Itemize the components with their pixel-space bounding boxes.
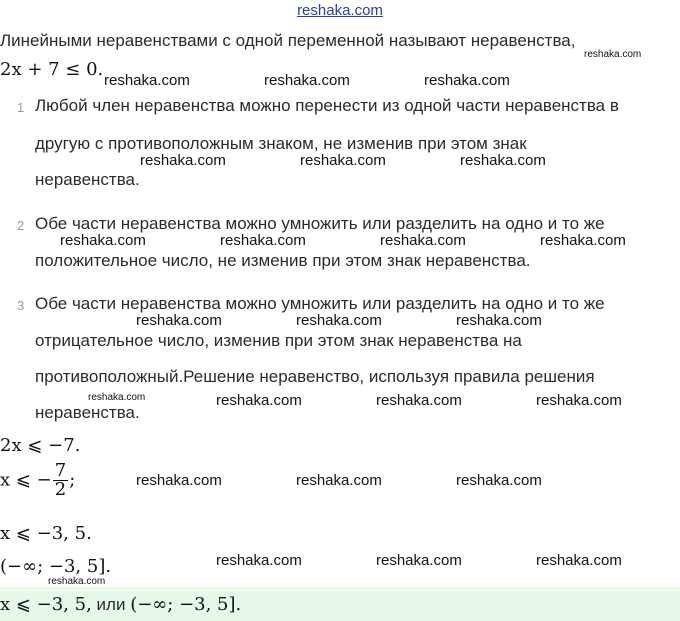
watermark-text: reshaka.com xyxy=(456,312,542,329)
watermark-text: reshaka.com xyxy=(540,232,626,249)
watermark-text: reshaka.com xyxy=(380,232,466,249)
watermark-top-link[interactable]: reshaka.com xyxy=(297,2,383,19)
answer-interval: (−∞; −3, 5]. xyxy=(130,594,242,615)
watermark-text: reshaka.com xyxy=(296,312,382,329)
watermark-text: reshaka.com xyxy=(216,552,302,569)
rule-number: 2 xyxy=(17,218,25,233)
watermark-text: reshaka.com xyxy=(48,576,106,587)
watermark-text: reshaka.com xyxy=(536,392,622,409)
answer-line xyxy=(0,594,241,615)
rule-3-line-4: неравенства. xyxy=(35,403,140,422)
rule-3-line-2: отрицательное число, изменив при этом знак неравенства на xyxy=(35,331,522,350)
watermark-text: reshaka.com xyxy=(216,392,302,409)
watermark-text: reshaka.com xyxy=(136,472,222,489)
rule-3-line-1: Обе части неравенства можно умножить или разделить на одно и то же xyxy=(35,294,605,313)
watermark-text: reshaka.com xyxy=(264,72,350,89)
watermark-text: reshaka.com xyxy=(300,152,386,169)
watermark-text: reshaka.com xyxy=(376,392,462,409)
watermark-text: reshaka.com xyxy=(220,232,306,249)
watermark-text: reshaka.com xyxy=(88,392,146,403)
rule-number: 3 xyxy=(17,298,25,313)
solution-step-4: (−∞; −3, 5]. xyxy=(0,556,112,577)
answer-inequality: x ⩽ −3, 5, xyxy=(0,594,92,615)
watermark-text: reshaka.com xyxy=(584,49,642,60)
intro-text: Линейными неравенствами с одной переменной называют неравенства, xyxy=(0,31,576,50)
rule-1-line-1: Любой член неравенства можно перенести из одной части неравенства в xyxy=(35,96,619,115)
watermark-text: reshaka.com xyxy=(376,552,462,569)
answer-or-word: или xyxy=(91,595,131,614)
watermark-text: reshaka.com xyxy=(536,552,622,569)
rule-number: 1 xyxy=(17,100,25,115)
solution-step-3: x ⩽ −3, 5. xyxy=(0,523,92,544)
example-inequality: 2x + 7 ≤ 0. xyxy=(0,59,104,80)
fraction xyxy=(53,462,68,499)
watermark-text: reshaka.com xyxy=(104,72,190,89)
rule-2-line-1: Обе части неравенства можно умножить или разделить на одно и то же xyxy=(35,214,605,233)
watermark-text: reshaka.com xyxy=(460,152,546,169)
rule-1-line-3: неравенства. xyxy=(35,170,140,189)
watermark-text: reshaka.com xyxy=(60,232,146,249)
watermark-text: reshaka.com xyxy=(424,72,510,89)
rule-1-line-2: другую с противоположным знаком, не изменив при этом знак xyxy=(35,134,527,153)
fraction-denominator: 2 xyxy=(54,479,67,500)
solution-step-2 xyxy=(0,462,75,499)
rule-2-line-2: положительное число, не изменив при этом знак неравенства. xyxy=(35,251,531,270)
watermark-text: reshaka.com xyxy=(296,472,382,489)
solution-step-1: 2x ⩽ −7. xyxy=(0,435,81,456)
rule-3-line-3: противоположный.Решение неравенство, используя правила решения xyxy=(35,367,595,386)
watermark-text: reshaka.com xyxy=(456,472,542,489)
step-2-prefix: x ⩽ − xyxy=(0,469,52,491)
step-2-suffix: ; xyxy=(69,469,76,491)
watermark-text: reshaka.com xyxy=(136,312,222,329)
fraction-numerator: 7 xyxy=(54,460,67,481)
watermark-text: reshaka.com xyxy=(140,152,226,169)
